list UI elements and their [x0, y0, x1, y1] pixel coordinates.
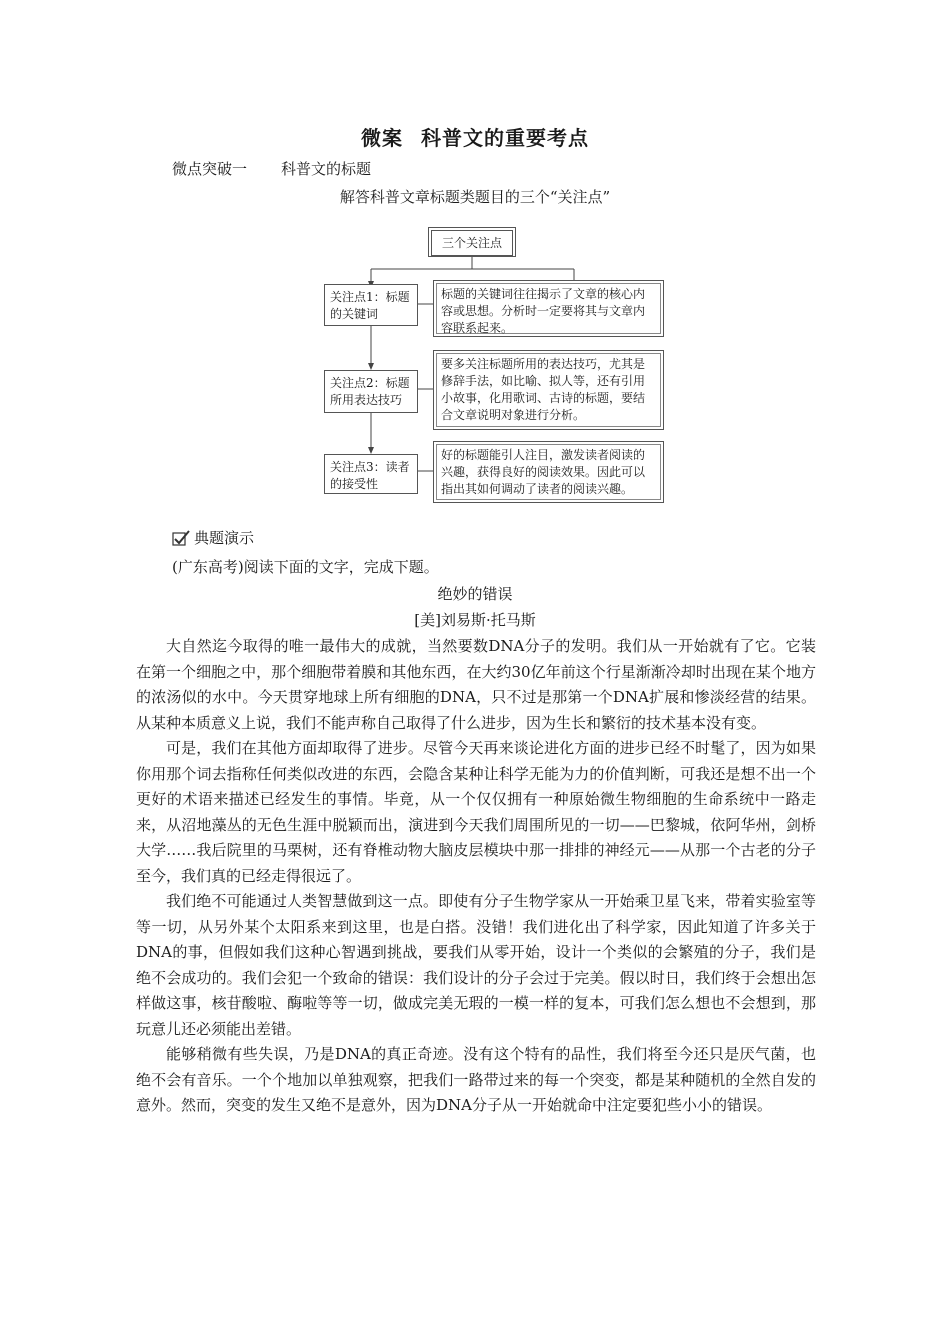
section-heading: [172, 158, 371, 179]
diagram-point-1-box: [324, 284, 418, 326]
diagram-desc-3: 好的标题能引人注目，激发读者阅读的兴趣，获得良好的阅读效果。因此可以指出其如何调动了读者的阅读兴趣。: [436, 444, 661, 500]
article-body: [136, 634, 816, 1119]
article-title: 绝妙的错误: [437, 585, 513, 603]
example-heading: [172, 527, 254, 548]
example-label: 典题演示: [194, 529, 255, 547]
diagram-point-3-label: 关注点3：读者的接受性: [330, 460, 410, 491]
section-topic: 科普文的标题: [281, 160, 372, 178]
title-part2: 科普文的重要考点: [421, 126, 589, 150]
diagram-point-3-box: [324, 454, 418, 494]
diagram-desc-3-box: [433, 441, 664, 503]
checkbox-check-icon: [172, 530, 190, 546]
diagram-desc-1-box: [433, 280, 664, 337]
diagram-desc-2: 要多关注标题所用的表达技巧，尤其是修辞手法，如比喻、拟人等，还有引用小故事，化用歌词、古诗的标题，要结合文章说明对象进行分析。: [436, 353, 661, 427]
article-paragraph: 大自然迄今取得的唯一最伟大的成就，当然要数DNA分子的发明。我们从一开始就有了它。它装在第一个细胞之中，那个细胞带着膜和其他东西，在大约30亿年前这个行星渐渐冷却时出现在某个地方的浓汤似的水中。今天贯穿地球上所有细胞的DNA，只不过是那第一个DNA扩展和惨淡经营的结果。从某种本质意义上说，我们不能声称自己取得了什么进步，因为生长和繁衍的技术基本没有变。: [136, 637, 816, 732]
diagram-desc-1: 标题的关键词往往揭示了文章的核心内容或思想。分析时一定要将其与文章内容联系起来。: [436, 283, 661, 334]
question-source: (广东高考)阅读下面的文字，完成下题。: [172, 558, 439, 576]
diagram-point-2-box: [324, 370, 418, 413]
diagram-root-box: [428, 227, 516, 257]
diagram-point-2-label: 关注点2：标题所用表达技巧: [330, 376, 410, 407]
article-paragraph: 能够稍微有些失误，乃是DNA的真正奇迹。没有这个特有的品性，我们将至今还只是厌气菌，也绝不会有音乐。一个个地加以单独观察，把我们一路带过来的每一个突变，都是某种随机的全然自发的意外。然而，突变的发生又绝不是意外，因为DNA分子从一开始就命中注定要犯些小小的错误。: [136, 1045, 816, 1114]
article-paragraph: 可是，我们在其他方面却取得了进步。尽管今天再来谈论进化方面的进步已经不时髦了，因为如果你用那个词去指称任何类似改进的东西，会隐含某种让科学无能为力的价值判断，可我还是想不出一个更好的术语来描述已经发生的事情。毕竟，从一个仅仅拥有一种原始微生物细胞的生命系统中一路走来，从沼地藻丛的无色生涯中脱颖而出，演进到今天我们周围所见的一切——巴黎城，依阿华州，剑桥大学……我后院里的马栗树，还有脊椎动物大脑皮层模块中那一排排的神经元——从那一个古老的分子至今，我们真的已经走得很远了。: [136, 739, 816, 885]
page-title: [0, 122, 950, 151]
diagram-heading: 解答科普文章标题类题目的三个“关注点”: [339, 188, 611, 206]
section-label: 微点突破一: [172, 160, 248, 178]
title-part1: 微案: [361, 126, 403, 150]
article-author: [美]刘易斯·托马斯: [414, 611, 536, 629]
diagram-desc-2-box: [433, 350, 664, 430]
diagram-point-1-label: 关注点1：标题的关键词: [330, 290, 410, 321]
diagram-root-label: 三个关注点: [431, 230, 513, 256]
article-paragraph: 我们绝不可能通过人类智慧做到这一点。即使有分子生物学家从一开始乘卫星飞来，带着实验室等等一切，从另外某个太阳系来到这里，也是白搭。没错！我们进化出了科学家，因此知道了许多关于DNA的事，但假如我们这种心智遇到挑战，要我们从零开始，设计一个类似的会繁殖的分子，我们是绝不会成功的。我们会犯一个致命的错误：我们设计的分子会过于完美。假以时日，我们终于会想出怎样做这事，核苷酸啦、酶啦等等一切，做成完美无瑕的一模一样的复本，可我们怎么想也不会想到，那玩意儿还必须能出差错。: [136, 892, 816, 1038]
